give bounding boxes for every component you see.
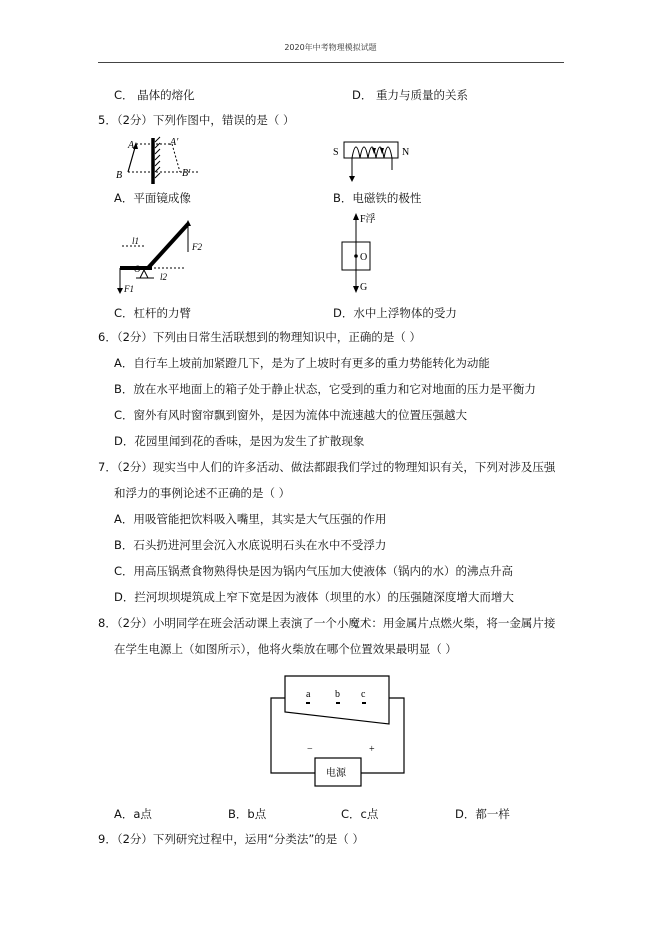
q7-stem-line2: 和浮力的事例论述不正确的是（ ） xyxy=(114,486,291,500)
fig-a-label-a: A xyxy=(128,140,135,151)
q8-option-c: C．c点 xyxy=(341,807,379,821)
fig-c-label-l2: l2 xyxy=(160,272,168,282)
q6-stem: 6．（2分）下列由日常生活联想到的物理知识中，正确的是（ ） xyxy=(98,330,422,344)
fig-d-label-f: F浮 xyxy=(360,214,376,225)
header-divider xyxy=(98,62,564,63)
q7-option-a: A．用吸管能把饮料吸入嘴里，其实是大气压强的作用 xyxy=(114,512,387,526)
fig-d-label-g: G xyxy=(360,282,368,293)
fig-b-label-n: N xyxy=(402,147,410,158)
fig-c-label-f1: F1 xyxy=(124,284,134,294)
q8-fig-source-label: 电源 xyxy=(326,768,346,779)
q8-fig-point-b: b xyxy=(335,689,340,700)
q4-option-c: C． 晶体的熔化 xyxy=(114,88,195,102)
q6-option-c: C．窗外有风时窗帘飘到窗外，是因为流体中流速越大的位置压强越大 xyxy=(114,408,468,422)
q6-option-a: A．自行车上坡前加紧蹬几下，是为了上坡时有更多的重力势能转化为动能 xyxy=(114,356,490,370)
q5-option-c: C．杠杆的力臂 xyxy=(114,306,192,320)
q9-stem: 9．（2分）下列研究过程中，运用“分类法”的是（ ） xyxy=(98,832,364,846)
fig-d-label-o: O xyxy=(360,252,368,263)
q6-option-b: B．放在水平地面上的箱子处于静止状态，它受到的重力和它对地面的压力是平衡力 xyxy=(114,382,536,396)
q8-figure-circuit xyxy=(265,670,410,792)
q6-option-d: D．花园里闻到花的香味，是因为发生了扩散现象 xyxy=(114,434,365,448)
q7-option-c: C．用高压锅煮食物熟得快是因为锅内气压加大使液体（锅内的水）的沸点升高 xyxy=(114,564,514,578)
q8-option-b: B．b点 xyxy=(228,807,267,821)
q8-stem-line2: 在学生电源上（如图所示），他将火柴放在哪个位置效果最明显（ ） xyxy=(114,642,457,656)
q8-fig-plus: + xyxy=(369,744,375,755)
q5-figure-electromagnet xyxy=(330,136,420,184)
q8-fig-point-a: a xyxy=(306,689,311,700)
q8-fig-point-c: c xyxy=(361,689,366,700)
q7-stem-line1: 7．（2分）现实当中人们的许多活动、做法都跟我们学过的物理知识有关，下列对涉及压强 xyxy=(98,460,556,474)
fig-a-label-ap: A′ xyxy=(170,137,179,148)
q5-option-d: D．水中上浮物体的受力 xyxy=(333,306,457,320)
fig-b-label-s: S xyxy=(333,147,339,158)
fig-a-label-b: B xyxy=(116,170,123,181)
q5-figure-mirror xyxy=(112,136,222,184)
q4-option-d: D． 重力与质量的关系 xyxy=(352,88,469,102)
fig-a-label-bp: B′ xyxy=(182,168,191,179)
q8-fig-minus: − xyxy=(307,744,313,755)
q8-option-a: A．a点 xyxy=(114,807,152,821)
q5-figure-buoyancy xyxy=(330,210,400,296)
fig-c-label-o: O xyxy=(134,264,141,274)
fig-c-label-f2: F2 xyxy=(192,242,202,252)
q5-figure-lever xyxy=(110,220,210,300)
q7-option-b: B．石头扔进河里会沉入水底说明石头在水中不受浮力 xyxy=(114,538,387,552)
q7-option-d: D．拦河坝坝堤筑成上窄下宽是因为液体（坝里的水）的压强随深度增大而增大 xyxy=(114,590,514,604)
fig-c-label-l1: l1 xyxy=(132,236,140,246)
q5-option-b: B．电磁铁的极性 xyxy=(333,191,422,205)
page-header: 2020年中考物理模拟试题 xyxy=(284,43,377,52)
q5-stem: 5．（2分）下列作图中，错误的是（ ） xyxy=(98,113,295,127)
q8-stem-line1: 8．（2分）小明同学在班会活动课上表演了一个小魔术：用金属片点燃火柴，将一金属片接 xyxy=(98,616,556,630)
q8-option-d: D．都一样 xyxy=(455,807,510,821)
q5-option-a: A．平面镜成像 xyxy=(114,191,191,205)
